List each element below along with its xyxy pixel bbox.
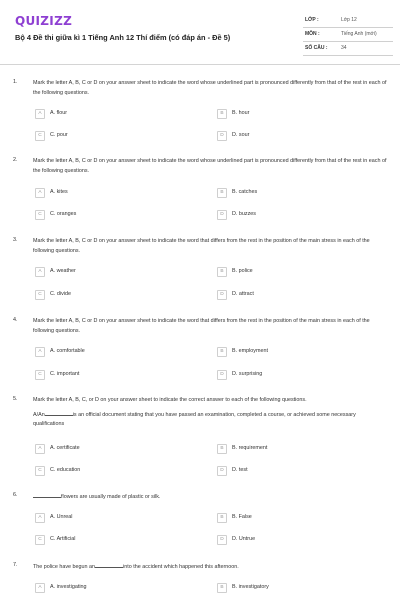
- question-number: 3.: [13, 237, 18, 243]
- question-text: [33, 396, 388, 430]
- option-text: C. pour: [50, 132, 68, 138]
- option-letter-box: C: [35, 210, 45, 220]
- prompt-prefix: A/An: [33, 411, 45, 418]
- option-text: A. certificate: [50, 445, 80, 451]
- prompt-suffix: is an official document stating that you have passed an examination, completed a course, or achieved some necessary qualifications: [33, 411, 356, 427]
- question-number: 7.: [13, 562, 18, 568]
- option-text: A. comfortable: [50, 348, 85, 354]
- option-text: C. important: [50, 371, 80, 377]
- option-letter-box: C: [35, 466, 45, 476]
- option-text: A. weather: [50, 268, 76, 274]
- option-letter-box: C: [35, 535, 45, 545]
- worksheet-header: [0, 0, 400, 60]
- question-text: Mark the letter A, B, C or D on your answer sheet to indicate the word that differs from the rest in the position of the main stress in each of the following questions.: [33, 238, 370, 254]
- option-letter-box: D: [217, 370, 227, 380]
- option-text: D. test: [232, 467, 248, 473]
- question-number: 6.: [13, 492, 18, 498]
- question-text: [33, 492, 388, 503]
- question-number: 1.: [13, 79, 18, 85]
- question-text: Mark the letter A, B, C or D on your answer sheet to indicate the word whose underlined part is pronounced differently from that of the rest in each of the following questions.: [33, 80, 387, 96]
- meta-label: SỐ CÂU :: [305, 45, 328, 51]
- answer-blank: [33, 492, 61, 498]
- option-text: B. investigatory: [232, 584, 269, 590]
- option-letter-box: A: [35, 109, 45, 119]
- option-letter-box: D: [217, 466, 227, 476]
- option-text: A. Unreal: [50, 514, 73, 520]
- option-text: B. hour: [232, 110, 250, 116]
- option-letter-box: D: [217, 131, 227, 141]
- option-letter-box: B: [217, 267, 227, 277]
- option-letter-box: A: [35, 444, 45, 454]
- option-text: A. kites: [50, 189, 68, 195]
- option-letter-box: D: [217, 210, 227, 220]
- prompt-prefix: The police have begun an: [33, 564, 96, 570]
- question-number: 4.: [13, 317, 18, 323]
- question-number: 2.: [13, 157, 18, 163]
- question-text: Mark the letter A, B, C or D on your answer sheet to indicate the word whose underlined part is pronounced differently from that of the rest in each of the following questions.: [33, 158, 387, 174]
- option-letter-box: B: [217, 513, 227, 523]
- document-title: Bộ 4 Đề thi giữa kì 1 Tiếng Anh 12 Thí điểm (có đáp án - Đề 5): [15, 33, 231, 42]
- prompt-suffix: into the accident which happened this afternoon.: [123, 564, 239, 570]
- question-prompt: [33, 410, 388, 430]
- option-text: D. buzzes: [232, 211, 256, 217]
- header-divider: [0, 64, 400, 65]
- meta-label: LỚP :: [305, 17, 319, 23]
- option-letter-box: B: [217, 583, 227, 593]
- prompt-suffix: flowers are usually made of plastic or silk.: [61, 494, 161, 500]
- option-text: A. investigating: [50, 584, 87, 590]
- option-text: C. Artificial: [50, 536, 76, 542]
- option-letter-box: A: [35, 513, 45, 523]
- option-text: B. catches: [232, 189, 258, 195]
- option-text: C. education: [50, 467, 81, 473]
- option-letter-box: B: [217, 188, 227, 198]
- option-text: B. False: [232, 514, 252, 520]
- option-letter-box: D: [217, 535, 227, 545]
- option-text: B. police: [232, 268, 253, 274]
- meta-row-count: [303, 42, 393, 56]
- option-text: B. employment: [232, 348, 268, 354]
- option-text: D. Untrue: [232, 536, 256, 542]
- meta-value: Lớp 12: [341, 17, 357, 23]
- option-text: C. oranges: [50, 211, 77, 217]
- meta-table: [303, 14, 393, 56]
- question-text: Mark the letter A, B, C or D on your answer sheet to indicate the word that differs from the rest in the position of the main stress in each of the following questions.: [33, 318, 370, 334]
- question-instruction: Mark the letter A, B, C, or D on your answer sheet to indicate the correct answer to each of the following questions.: [33, 397, 307, 403]
- question-number: 5.: [13, 396, 18, 402]
- option-letter-box: D: [217, 290, 227, 300]
- option-text: C. divide: [50, 291, 71, 297]
- question-text: [33, 562, 388, 573]
- option-letter-box: A: [35, 347, 45, 357]
- answer-blank: [95, 562, 123, 568]
- option-letter-box: C: [35, 131, 45, 141]
- option-letter-box: C: [35, 370, 45, 380]
- quizizz-logo: QUIZIZZ: [15, 14, 73, 28]
- option-text: B. requirement: [232, 445, 268, 451]
- option-letter-box: B: [217, 444, 227, 454]
- option-letter-box: A: [35, 188, 45, 198]
- meta-row-class: [303, 14, 393, 28]
- option-text: D. sour: [232, 132, 250, 138]
- answer-blank: [45, 410, 73, 416]
- option-letter-box: C: [35, 290, 45, 300]
- option-text: D. attract: [232, 291, 254, 297]
- meta-label: MÔN :: [305, 31, 320, 37]
- option-text: A. flour: [50, 110, 68, 116]
- meta-value: 34: [341, 45, 347, 51]
- option-letter-box: A: [35, 583, 45, 593]
- meta-row-subject: [303, 28, 393, 42]
- option-letter-box: B: [217, 109, 227, 119]
- option-letter-box: A: [35, 267, 45, 277]
- option-letter-box: B: [217, 347, 227, 357]
- option-text: D. surprising: [232, 371, 263, 377]
- meta-value: Tiếng Anh (mới): [341, 31, 377, 37]
